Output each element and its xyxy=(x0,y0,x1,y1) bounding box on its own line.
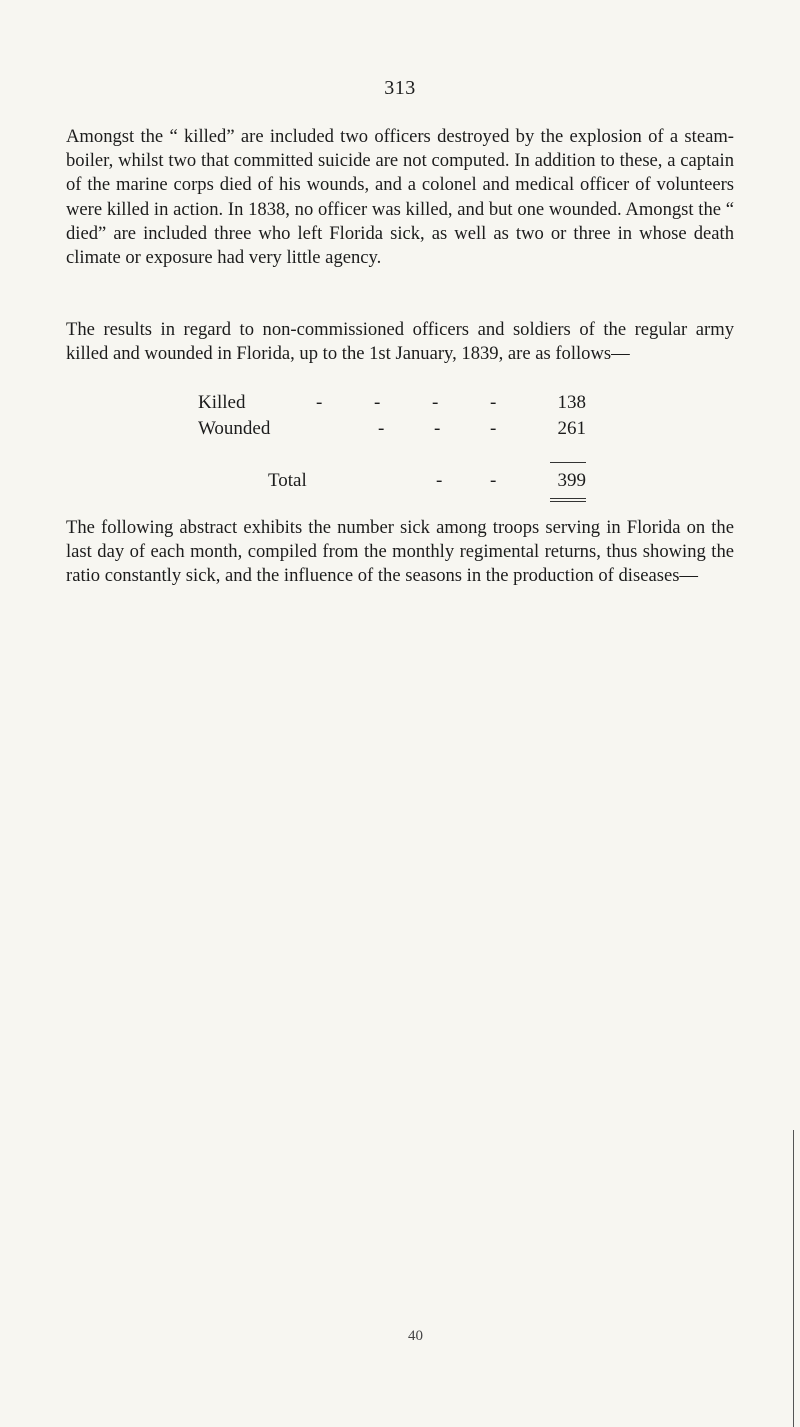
row-value: 261 xyxy=(557,418,586,439)
total-double-rule xyxy=(550,498,586,502)
table-row-killed: Killed - - - - 138 xyxy=(198,392,586,413)
page-number: 313 xyxy=(384,77,416,99)
footer-mark: 40 xyxy=(408,1328,423,1344)
table-row-total: Total - - 399 xyxy=(268,470,586,491)
paragraph-soldier-results: The results in regard to non-commissioned officers and soldiers of the regular army killed and wounded in Florida, up to the 1st January, 1839, are as follows— xyxy=(66,319,734,365)
sum-rule xyxy=(550,462,586,463)
paragraph-officer-casualties: Amongst the “ killed” are included two officers destroyed by the explosion of a steam-boiler, whilst two that committed suicide are not computed. In addition to these, a captain of the marine corps died of his wounds, and a colonel and medical officer of volunteers were killed in action. In 1838, no officer was killed, and but one wounded. Amongst the “ died” are included three who left Florida sick, as well as two or three in whose death climate or exposure had very little agency. xyxy=(66,126,734,269)
table-row-wounded: Wounded - - - 261 xyxy=(198,418,586,439)
casualty-table xyxy=(198,392,608,491)
paragraph-sick-abstract: The following abstract exhibits the number sick among troops serving in Florida on the last day of each month, compiled from the monthly regimental returns, thus showing the ratio constantly sick, and the influence of the seasons in the production of diseases— xyxy=(66,517,734,587)
total-label: Total xyxy=(268,470,307,491)
row-label: Wounded xyxy=(198,418,271,439)
page-edge-line xyxy=(793,1130,794,1427)
total-value: 399 xyxy=(557,470,586,491)
row-label: Killed xyxy=(198,392,246,413)
row-value: 138 xyxy=(557,392,586,413)
